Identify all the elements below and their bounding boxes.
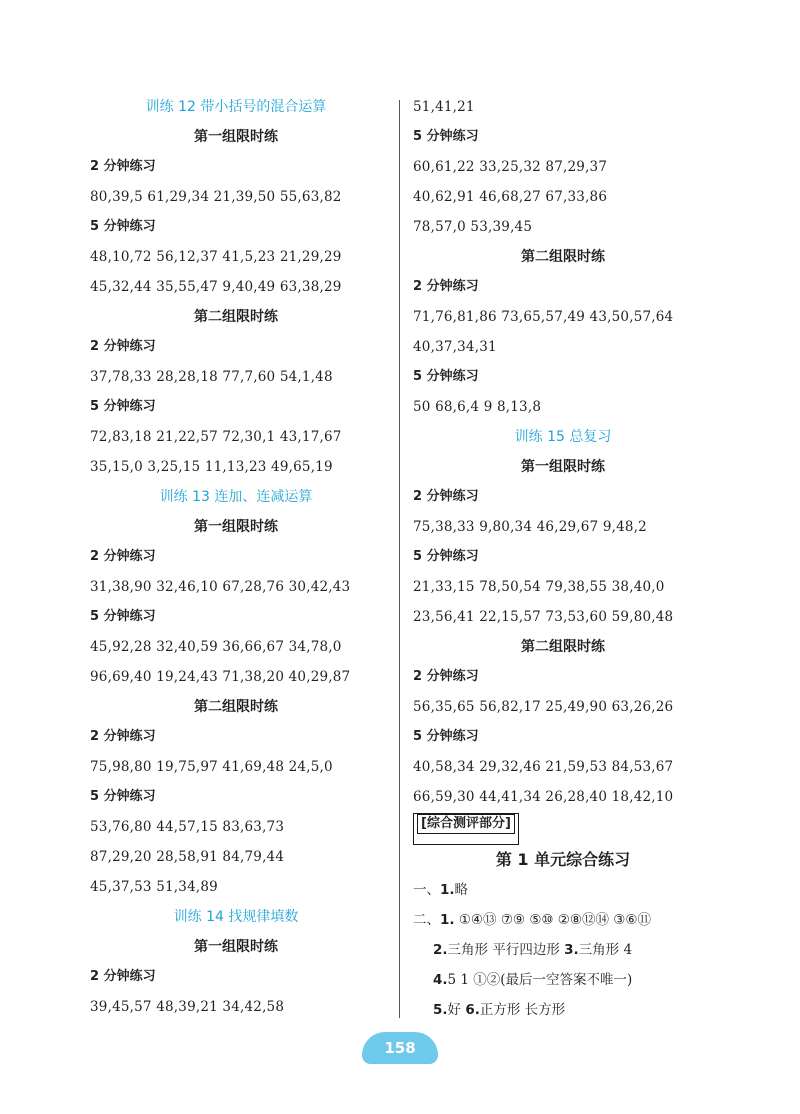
answer-item xyxy=(413,875,713,905)
column-divider xyxy=(399,100,400,1018)
exercise-label: 5 分钟练习 xyxy=(90,609,156,624)
answer-line: 45,37,53 51,34,89 xyxy=(90,879,218,895)
answer-line: 53,76,80 44,57,15 83,63,73 xyxy=(90,819,285,835)
answer-text: 三角形 4 xyxy=(578,942,633,958)
training-heading: 训练 14 找规律填数 xyxy=(173,909,299,925)
answer-line: 40,62,91 46,68,27 67,33,86 xyxy=(413,189,608,205)
answer-line: 75,38,33 9,80,34 46,29,67 9,48,2 xyxy=(413,519,647,535)
answer-item xyxy=(413,965,713,995)
exercise-label: 5 分钟练习 xyxy=(413,729,479,744)
question-number: 5. xyxy=(433,1002,448,1018)
answer-line: 35,15,0 3,25,15 11,13,23 49,65,19 xyxy=(90,459,333,475)
exercise-label: 2 分钟练习 xyxy=(90,549,156,564)
exercise-label: 5 分钟练习 xyxy=(90,219,156,234)
group-heading: 第二组限时练 xyxy=(521,639,605,655)
answer-text: 好 xyxy=(447,1002,466,1018)
exercise-label: 5 分钟练习 xyxy=(413,129,479,144)
section-tag xyxy=(413,813,519,845)
exercise-label: 2 分钟练习 xyxy=(90,339,156,354)
question-number: 2. xyxy=(433,942,448,958)
exercise-label: 2 分钟练习 xyxy=(90,159,156,174)
answer-text: 正方形 长方形 xyxy=(479,1002,566,1018)
answer-item xyxy=(413,995,713,1025)
exercise-label: 5 分钟练习 xyxy=(413,549,479,564)
answer-text: 二、 xyxy=(413,912,440,928)
exercise-label: 5 分钟练习 xyxy=(90,399,156,414)
answer-text: 5 1 ①②(最后一空答案不唯一) xyxy=(447,972,633,988)
group-heading: 第一组限时练 xyxy=(194,129,278,145)
answer-line: 39,45,57 48,39,21 34,42,58 xyxy=(90,999,285,1015)
unit-title: 第 1 单元综合练习 xyxy=(495,850,631,869)
answer-line: 23,56,41 22,15,57 73,53,60 59,80,48 xyxy=(413,609,674,625)
exercise-label: 5 分钟练习 xyxy=(413,369,479,384)
answer-line: 40,58,34 29,32,46 21,59,53 84,53,67 xyxy=(413,759,674,775)
answer-line: 80,39,5 61,29,34 21,39,50 55,63,82 xyxy=(90,189,342,205)
answer-line: 60,61,22 33,25,32 87,29,37 xyxy=(413,159,608,175)
answer-text: 三角形 平行四边形 xyxy=(447,942,565,958)
answer-line: 48,10,72 56,12,37 41,5,23 21,29,29 xyxy=(90,249,342,265)
exercise-label: 2 分钟练习 xyxy=(90,969,156,984)
question-number: 1. xyxy=(440,912,455,928)
group-heading: 第二组限时练 xyxy=(194,699,278,715)
group-heading: 第二组限时练 xyxy=(521,249,605,265)
exercise-label: 2 分钟练习 xyxy=(90,729,156,744)
training-heading: 训练 15 总复习 xyxy=(514,429,612,445)
answer-line: 96,69,40 19,24,43 71,38,20 40,29,87 xyxy=(90,669,351,685)
answer-item xyxy=(413,905,713,935)
answer-line: 71,76,81,86 73,65,57,49 43,50,57,64 xyxy=(413,309,674,325)
left-column xyxy=(90,92,382,1022)
question-number: 3. xyxy=(564,942,579,958)
training-heading: 训练 12 带小括号的混合运算 xyxy=(145,99,327,115)
question-number: 1. xyxy=(440,882,455,898)
exercise-label: 5 分钟练习 xyxy=(90,789,156,804)
answer-line: 75,98,80 19,75,97 41,69,48 24,5,0 xyxy=(90,759,333,775)
answer-line: 37,78,33 28,28,18 77,7,60 54,1,48 xyxy=(90,369,333,385)
answer-line: 50 68,6,4 9 8,13,8 xyxy=(413,399,542,415)
answer-line: 78,57,0 53,39,45 xyxy=(413,219,533,235)
section-tag-label: [综合测评部分] xyxy=(417,814,515,834)
answer-line: 45,32,44 35,55,47 9,40,49 63,38,29 xyxy=(90,279,342,295)
answer-line: 21,33,15 78,50,54 79,38,55 38,40,0 xyxy=(413,579,665,595)
answer-line: 87,29,20 28,58,91 84,79,44 xyxy=(90,849,285,865)
answer-text: 略 xyxy=(454,882,469,898)
right-column xyxy=(413,92,713,1025)
question-number: 4. xyxy=(433,972,448,988)
answer-line: 72,83,18 21,22,57 72,30,1 43,17,67 xyxy=(90,429,342,445)
training-heading: 训练 13 连加、连减运算 xyxy=(159,489,313,505)
answer-item xyxy=(413,935,713,965)
answer-line: 66,59,30 44,41,34 26,28,40 18,42,10 xyxy=(413,789,674,805)
answer-line: 45,92,28 32,40,59 36,66,67 34,78,0 xyxy=(90,639,342,655)
question-number: 6. xyxy=(465,1002,480,1018)
answer-text: ①④⑬ ⑦⑨ ⑤⑩ ②⑧⑫⑭ ③⑥⑪ xyxy=(454,912,652,928)
answer-line: 40,37,34,31 xyxy=(413,339,497,355)
page-number: 158 xyxy=(362,1032,438,1064)
exercise-label: 2 分钟练习 xyxy=(413,489,479,504)
exercise-label: 2 分钟练习 xyxy=(413,669,479,684)
group-heading: 第二组限时练 xyxy=(194,309,278,325)
answer-line: 56,35,65 56,82,17 25,49,90 63,26,26 xyxy=(413,699,674,715)
group-heading: 第一组限时练 xyxy=(521,459,605,475)
group-heading: 第一组限时练 xyxy=(194,519,278,535)
exercise-label: 2 分钟练习 xyxy=(413,279,479,294)
answer-line: 51,41,21 xyxy=(413,99,475,115)
group-heading: 第一组限时练 xyxy=(194,939,278,955)
answer-line: 31,38,90 32,46,10 67,28,76 30,42,43 xyxy=(90,579,351,595)
answer-text: 一、 xyxy=(413,882,440,898)
